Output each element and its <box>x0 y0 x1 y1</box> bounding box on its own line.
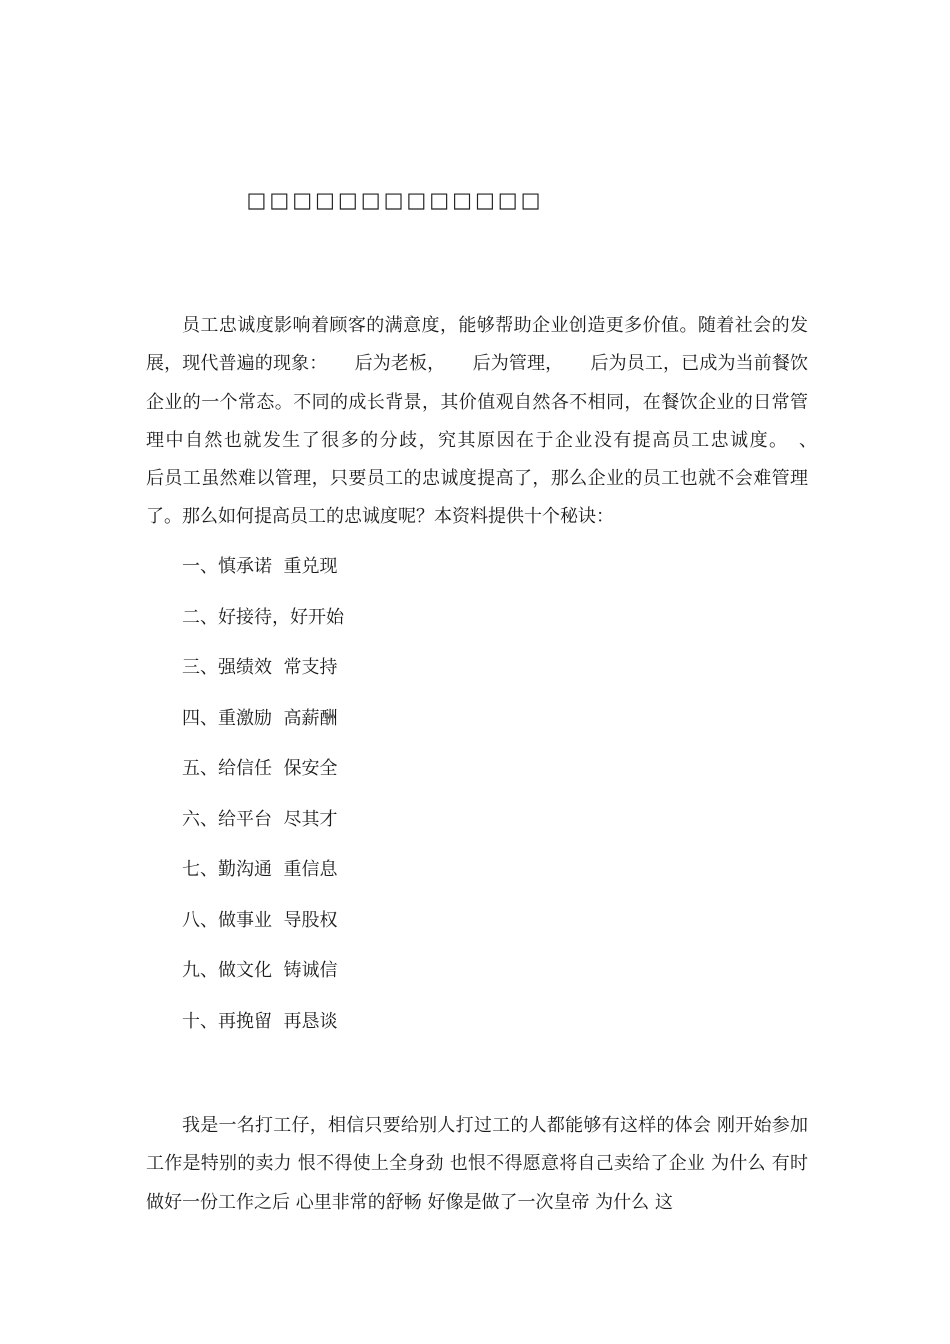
list-item: 七、勤沟通 重信息 <box>182 859 338 880</box>
intro-paragraph: 员工忠诚度影响着顾客的满意度，能够帮助企业创造更多价值。随着社会的发展，现代普遍的现象： 后为老板， 后为管理， 后为员工，已成为当前餐饮企业的一个常态。不同的成长背景，其价值观自然各不相同，在餐饮企业的日常管理中自然也就发生了很多的分歧，究其原因在于企业没有提高员工忠诚度。 、 后员工虽然难以管理，只要员工的忠诚度提高了，那么企业的员工也就不会难管理了。那么如何提高员工的忠诚度呢？本资料提供十个秘诀： <box>146 315 844 528</box>
list-item: 二、好接待，好开始 <box>182 606 344 628</box>
list-item: 九、做文化 铸诚信 <box>182 960 338 981</box>
story-paragraph: 我是一名打工仔，相信只要给别人打过工的人都能够有这样的体会 刚开始参加工作是特别的卖力 恨不得使上全身劲 也恨不得愿意将自己卖给了企业 为什么 有时做好一份工作之后 心里非常的舒畅 好像是做了一次皇帝 为什么 这 <box>146 1115 808 1213</box>
list-item: 三、强绩效 常支持 <box>182 657 338 678</box>
list-item: 六、给平台 尽其才 <box>182 808 338 830</box>
document-title <box>0 188 950 212</box>
list-item: 五、给信任 保安全 <box>182 758 338 779</box>
list-item: 十、再挽留 再恳谈 <box>182 1010 338 1032</box>
list-item: 四、重激励 高薪酬 <box>182 707 338 729</box>
document-title-text: □□□□□□□□□□□□□ <box>246 188 544 212</box>
list-item: 一、慎承诺 重兑现 <box>182 556 338 577</box>
secrets-list <box>182 550 344 1055</box>
list-item: 八、做事业 导股权 <box>182 909 338 931</box>
